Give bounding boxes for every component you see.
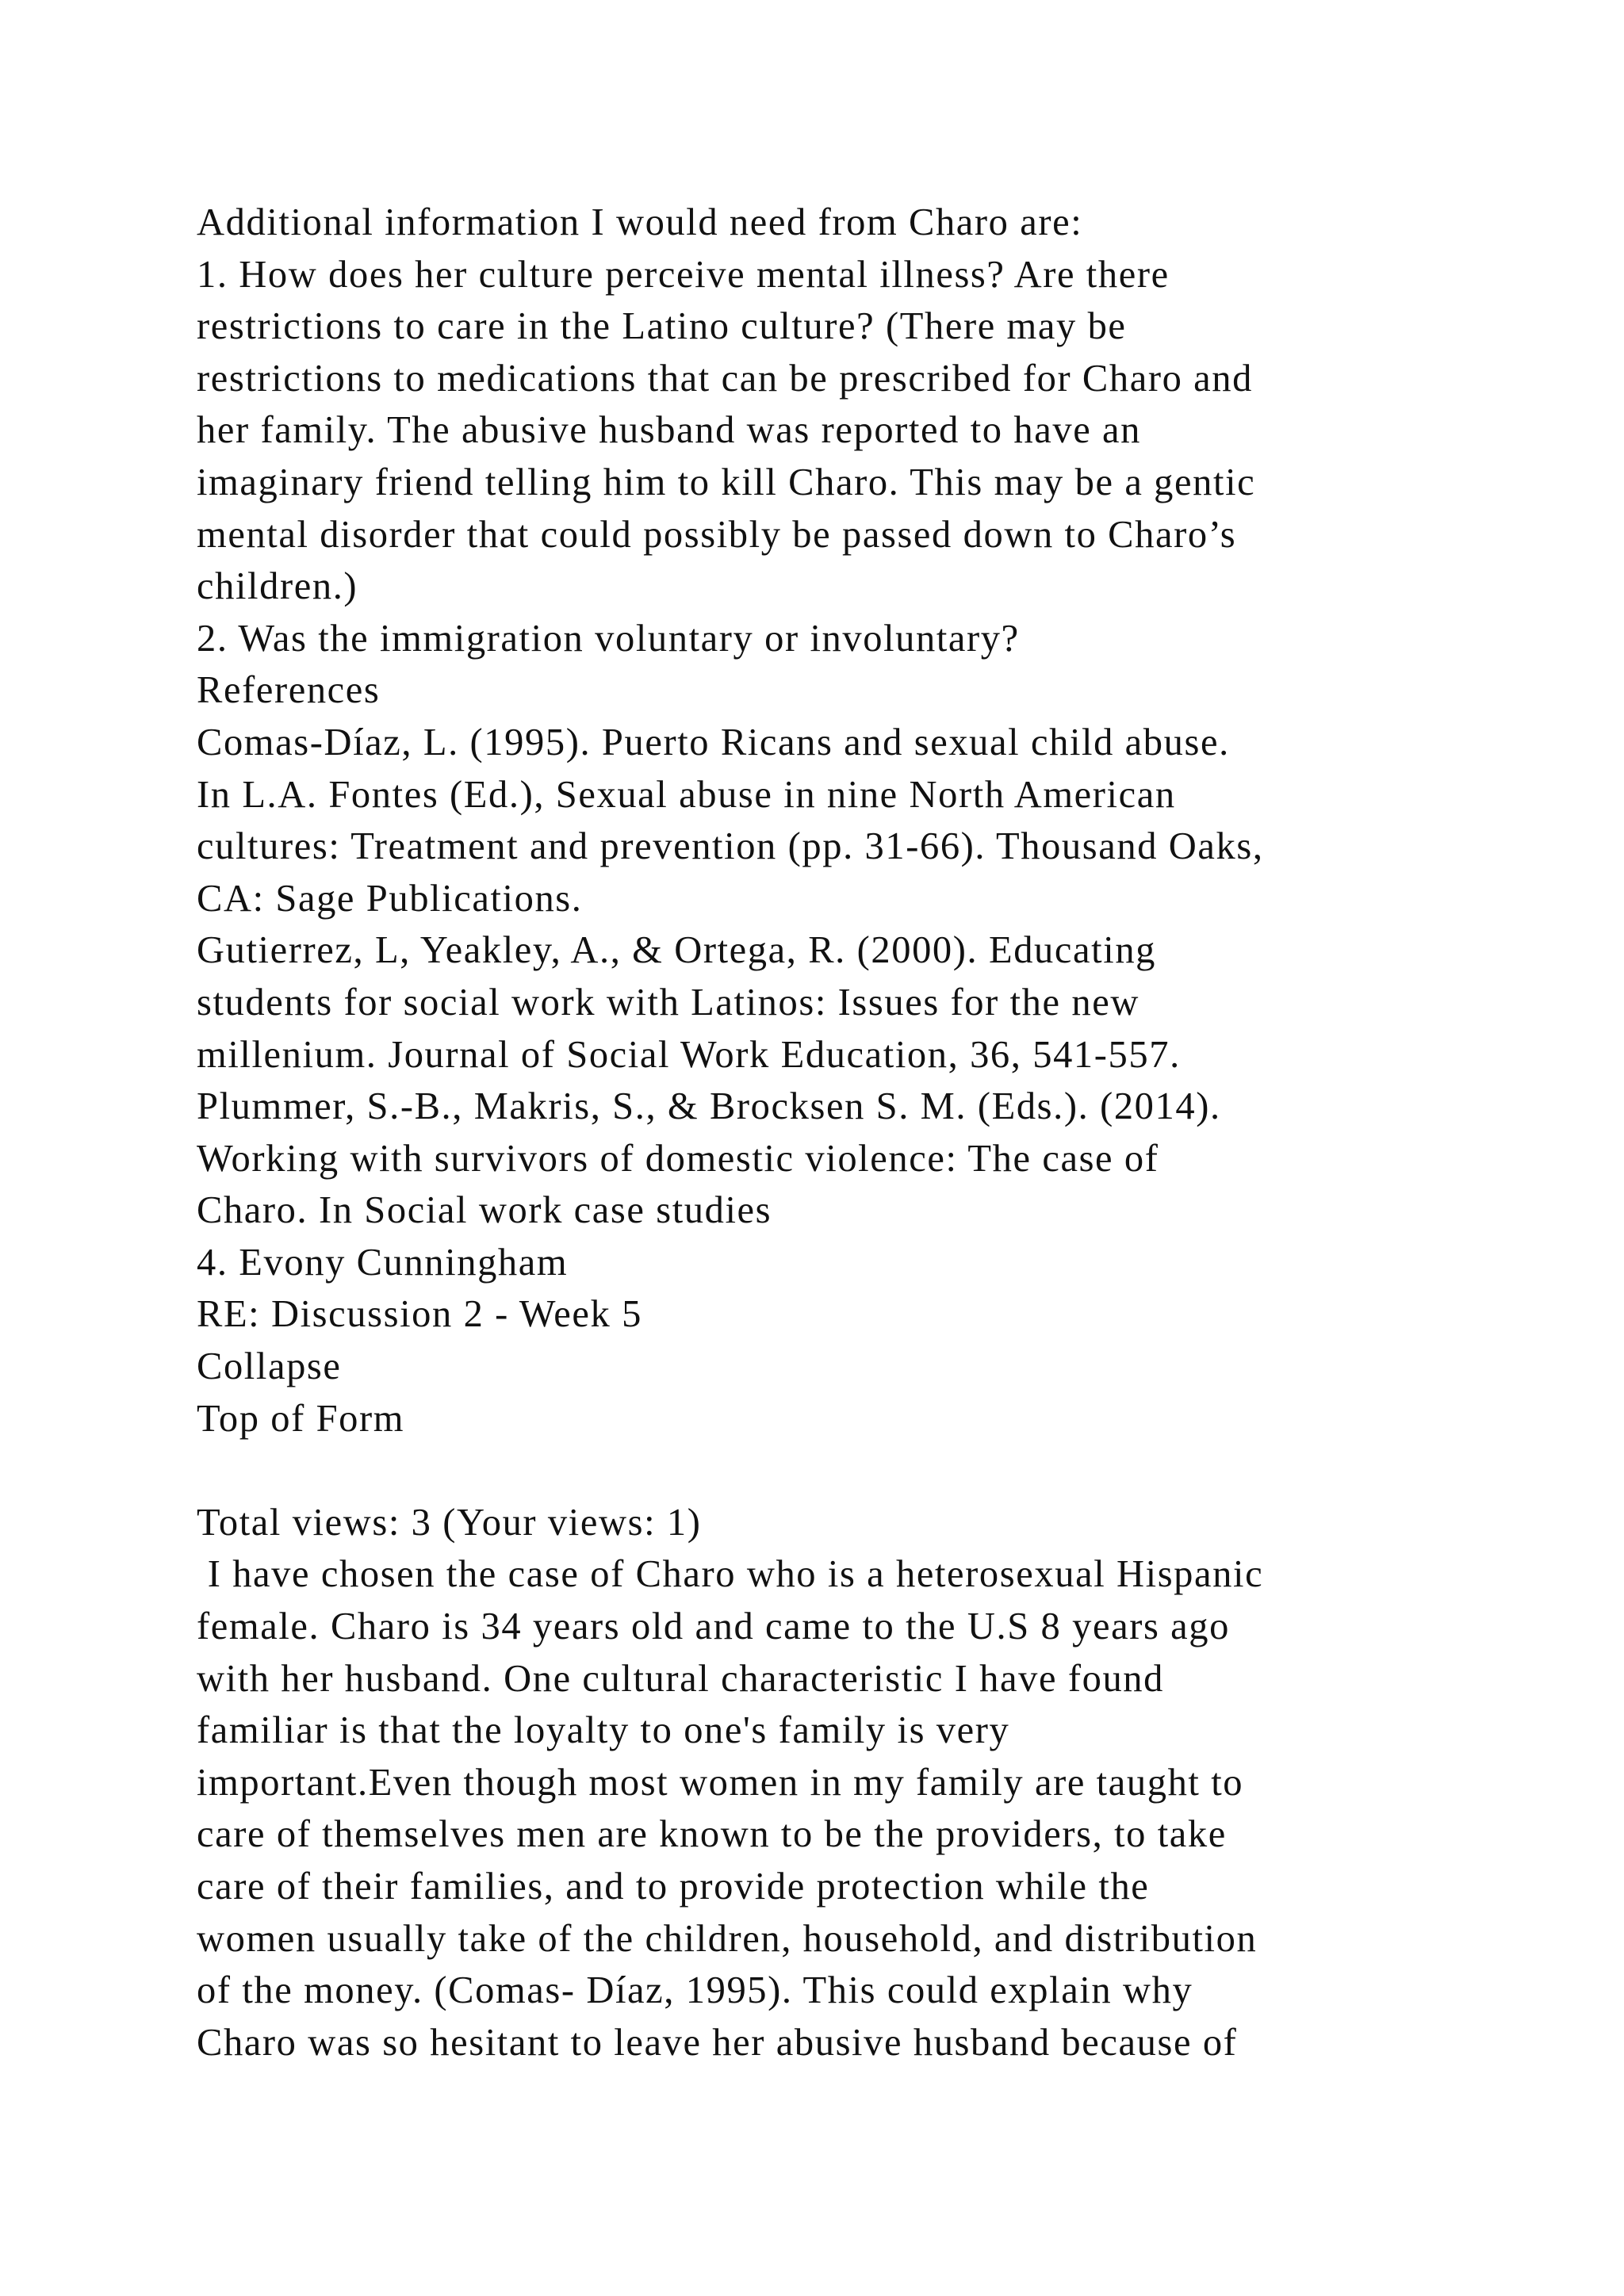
- references-heading: References: [197, 669, 381, 712]
- text-line: cultures: Treatment and prevention (pp. 31-66). Thousand Oaks,: [197, 825, 1264, 868]
- text-line: of the money. (Comas- Díaz, 1995). This could explain why: [197, 1969, 1193, 2012]
- text-line: care of their families, and to provide protection while the: [197, 1866, 1150, 1908]
- text-line: Charo. In Social work case studies: [197, 1189, 772, 1232]
- text-line: with her husband. One cultural characteristic I have found: [197, 1657, 1164, 1700]
- text-line: children.): [197, 565, 358, 608]
- view-count: Total views: 3 (Your views: 1): [197, 1501, 702, 1544]
- text-line: restrictions to care in the Latino culture? (There may be: [197, 305, 1127, 348]
- collapse-text: Collapse: [197, 1345, 342, 1388]
- text-line: women usually take of the children, household, and distribution: [197, 1917, 1258, 1960]
- text-line: CA: Sage Publications.: [197, 877, 583, 920]
- form-marker: Top of Form: [197, 1397, 405, 1440]
- document-body: [197, 197, 1513, 2068]
- text-line: female. Charo is 34 years old and came to the U.S 8 years ago: [197, 1605, 1230, 1648]
- post-author: 4. Evony Cunningham: [197, 1241, 569, 1284]
- text-line: Comas-Díaz, L. (1995). Puerto Ricans and sexual child abuse.: [197, 721, 1230, 763]
- text-line: students for social work with Latinos: Issues for the new: [197, 981, 1139, 1024]
- text-line: imaginary friend telling him to kill Charo. This may be a gentic: [197, 461, 1256, 503]
- text-line: care of themselves men are known to be the providers, to take: [197, 1813, 1227, 1856]
- post-title: RE: Discussion 2 - Week 5: [197, 1293, 642, 1336]
- text-line: her family. The abusive husband was reported to have an: [197, 409, 1142, 452]
- text-line: mental disorder that could possibly be passed down to Charo’s: [197, 513, 1237, 556]
- text-line: Gutierrez, L, Yeakley, A., & Ortega, R. (2000). Educating: [197, 929, 1157, 972]
- text-line: 2. Was the immigration voluntary or involuntary?: [197, 617, 1020, 660]
- text-line: familiar is that the loyalty to one's family is very: [197, 1709, 1010, 1752]
- text-line: Charo was so hesitant to leave her abusive husband because of: [197, 2021, 1238, 2064]
- text-line: restrictions to medications that can be prescribed for Charo and: [197, 357, 1253, 400]
- text-line: In L.A. Fontes (Ed.), Sexual abuse in nine North American: [197, 773, 1176, 816]
- text-line: 1. How does her culture perceive mental illness? Are there: [197, 253, 1170, 296]
- text-line: Working with survivors of domestic violence: The case of: [197, 1137, 1159, 1180]
- text-line: millenium. Journal of Social Work Education, 36, 541-557.: [197, 1033, 1181, 1076]
- text-line: Plummer, S.-B., Makris, S., & Brocksen S. M. (Eds.). (2014).: [197, 1085, 1221, 1128]
- text-line: I have chosen the case of Charo who is a heterosexual Hispanic: [197, 1553, 1264, 1596]
- text-line: important.Even though most women in my family are taught to: [197, 1761, 1244, 1804]
- blank-line: [197, 1445, 1513, 1497]
- text-line: Additional information I would need from Charo are:: [197, 201, 1083, 243]
